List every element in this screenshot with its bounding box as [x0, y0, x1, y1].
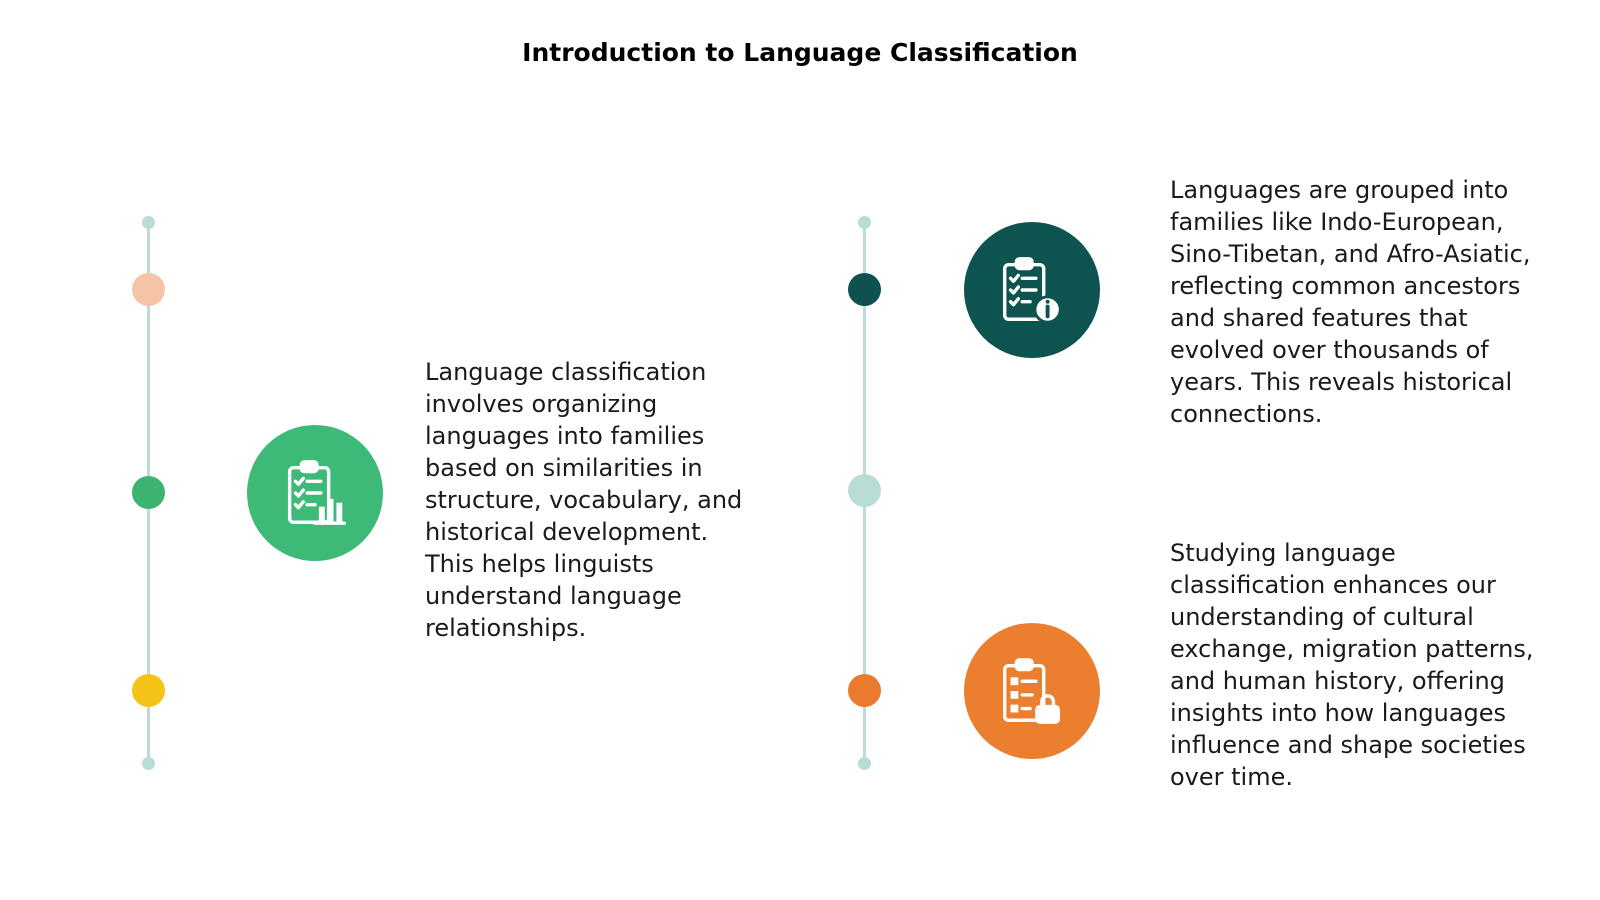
clipboard-chart-icon: [276, 454, 354, 532]
right-timeline-node-light-teal: [848, 474, 881, 507]
left-timeline-node-yellow: [132, 674, 165, 707]
left-timeline-node-green: [132, 476, 165, 509]
left-timeline-node-peach: [132, 273, 165, 306]
clipboard-lock-icon: [993, 652, 1071, 730]
right-timeline-node-orange: [848, 674, 881, 707]
item-text-families: Languages are grouped into families like Indo-European, Sino-Tibetan, and Afro-Asiatic, reflecting common ancestors and shared features that evolved over thousands of years. This reveals historical connections.: [1170, 176, 1531, 428]
item-text-studying: Studying language classification enhances our understanding of cultural exchange, migration patterns, and human history, offering insights into how languages influence and shape societies over time.: [1170, 539, 1534, 791]
right-timeline-top-end: [858, 216, 871, 229]
clipboard-chart-badge: [247, 425, 383, 561]
left-timeline-top-end: [142, 216, 155, 229]
clipboard-info-badge: [964, 222, 1100, 358]
clipboard-info-icon: [993, 251, 1071, 329]
item-text-classification: Language classification involves organizing languages into families based on similarities in structure, vocabulary, and historical development. This helps linguists understand language relationships.: [425, 358, 743, 642]
clipboard-lock-badge: [964, 623, 1100, 759]
left-timeline-bottom-end: [142, 757, 155, 770]
page-title: Introduction to Language Classification: [522, 38, 1078, 67]
right-timeline-bottom-end: [858, 757, 871, 770]
right-timeline-node-dark-teal: [848, 273, 881, 306]
